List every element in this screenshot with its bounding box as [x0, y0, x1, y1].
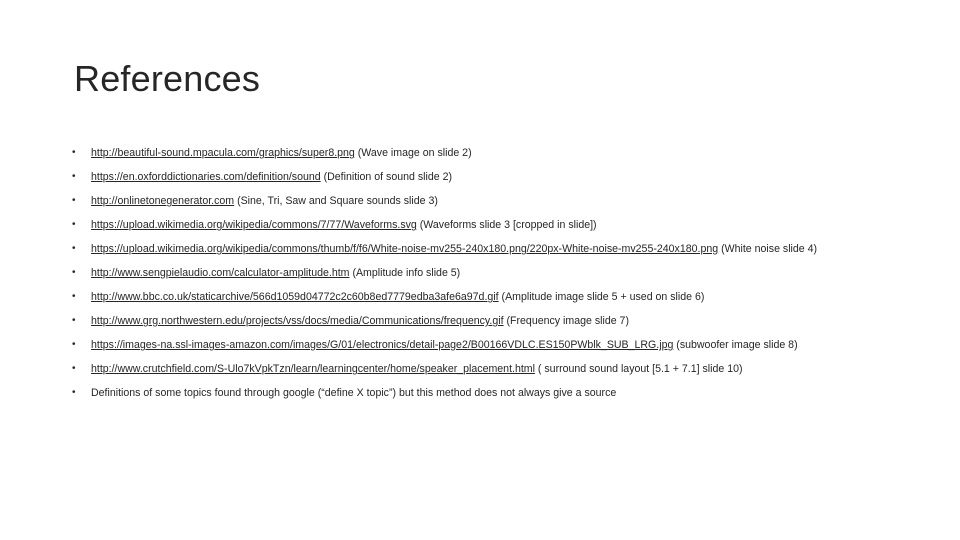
list-item	[72, 290, 890, 304]
list-item	[72, 218, 890, 232]
reference-note: (Definition of sound slide 2)	[320, 171, 452, 183]
reference-note: (subwoofer image slide 8)	[673, 339, 798, 351]
list-item	[72, 314, 890, 328]
reference-note: (Wave image on slide 2)	[354, 147, 472, 159]
reference-note: (White noise slide 4)	[718, 243, 818, 255]
reference-link[interactable]: http://beautiful-sound.mpacula.com/graphics/super8.png	[91, 147, 355, 159]
bullet-icon: •	[72, 315, 76, 326]
reference-note: (Amplitude info slide 5)	[349, 267, 461, 279]
list-item	[72, 194, 890, 208]
reference-link[interactable]: http://onlinetonegenerator.com	[91, 195, 235, 207]
reference-list	[72, 146, 890, 410]
reference-note: Definitions of some topics found through google (“define X topic”) but this method does not always give a source	[91, 387, 617, 399]
reference-link[interactable]: https://en.oxforddictionaries.com/definition/sound	[91, 171, 321, 183]
bullet-icon: •	[72, 267, 76, 278]
reference-note: (Waveforms slide 3 [cropped in slide])	[416, 219, 597, 231]
reference-link[interactable]: http://www.sengpielaudio.com/calculator-amplitude.htm	[91, 267, 350, 279]
bullet-icon: •	[72, 171, 76, 182]
bullet-icon: •	[72, 147, 76, 158]
list-item	[72, 362, 890, 376]
reference-note: ( surround sound layout [5.1 + 7.1] slide 10)	[534, 363, 743, 375]
page-title: References	[74, 58, 261, 99]
reference-link[interactable]: http://www.bbc.co.uk/staticarchive/566d1059d04772c2c60b8ed7779edba3afe6a97d.gif	[91, 291, 499, 303]
reference-link[interactable]: https://upload.wikimedia.org/wikipedia/commons/7/77/Waveforms.svg	[91, 219, 417, 231]
bullet-icon: •	[72, 219, 76, 230]
list-item	[72, 386, 890, 400]
list-item	[72, 266, 890, 280]
list-item	[72, 242, 890, 256]
list-item	[72, 146, 890, 160]
list-item	[72, 338, 890, 352]
reference-link[interactable]: https://images-na.ssl-images-amazon.com/images/G/01/electronics/detail-page2/B00166VDLC.ES150PWblk_SUB_LRG.jpg	[91, 339, 674, 351]
reference-note: (Amplitude image slide 5 + used on slide 6)	[498, 291, 705, 303]
bullet-icon: •	[72, 387, 76, 398]
reference-note: (Sine, Tri, Saw and Square sounds slide 3)	[234, 195, 438, 207]
reference-link[interactable]: http://www.grg.northwestern.edu/projects/vss/docs/media/Communications/frequency.gif	[91, 315, 504, 327]
list-item	[72, 170, 890, 184]
reference-link[interactable]: http://www.crutchfield.com/S-Ulo7kVpkTzn/learn/learningcenter/home/speaker_placement.html	[91, 363, 535, 375]
reference-link[interactable]: https://upload.wikimedia.org/wikipedia/commons/thumb/f/f6/White-noise-mv255-240x180.png/220px-White-noise-mv255-240x180.png	[91, 243, 719, 255]
bullet-icon: •	[72, 291, 76, 302]
reference-note: (Frequency image slide 7)	[503, 315, 629, 327]
bullet-icon: •	[72, 339, 76, 350]
bullet-icon: •	[72, 195, 76, 206]
bullet-icon: •	[72, 363, 76, 374]
bullet-icon: •	[72, 243, 76, 254]
